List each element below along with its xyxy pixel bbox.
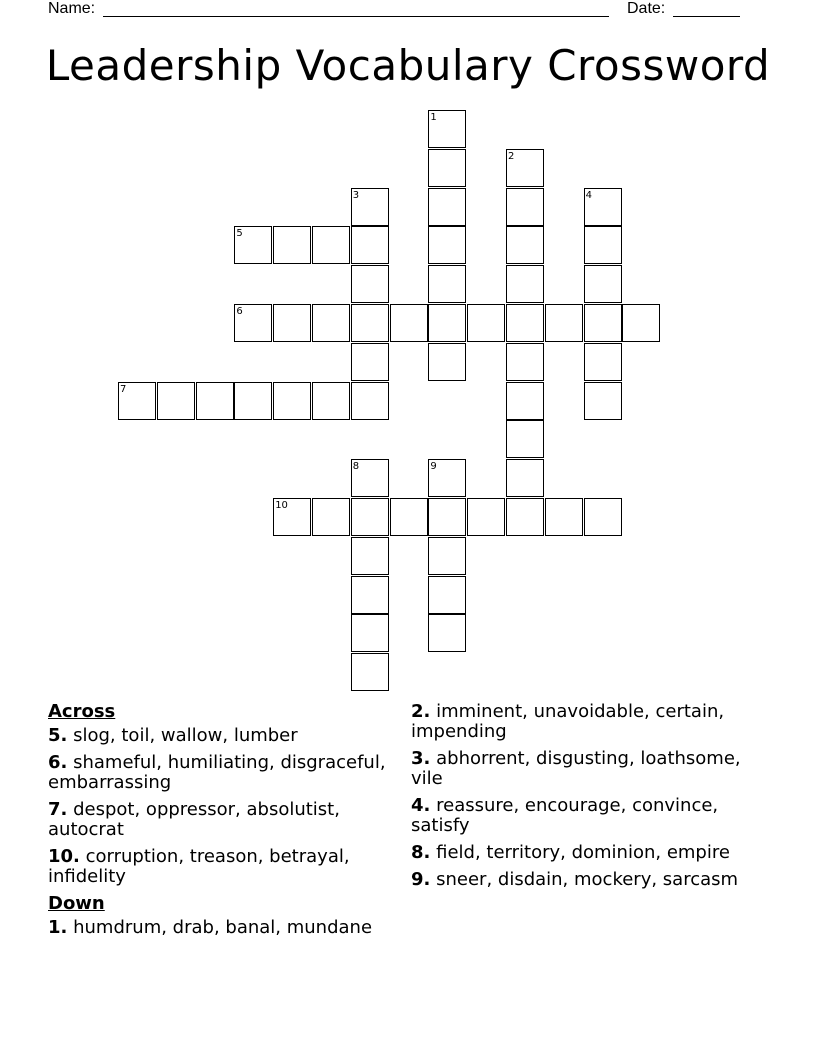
down-heading: Down [48, 893, 105, 914]
grid-cell[interactable] [312, 498, 350, 536]
grid-cell[interactable] [273, 304, 311, 342]
grid-cell[interactable] [428, 149, 466, 187]
grid-cell[interactable] [428, 614, 466, 652]
grid-cell[interactable] [312, 382, 350, 420]
clue-number-5: 5 [236, 228, 243, 240]
clue-number-8: 8 [352, 461, 360, 473]
grid-cell[interactable] [506, 304, 544, 342]
grid-cell[interactable] [351, 537, 389, 575]
grid-cell[interactable] [506, 420, 544, 458]
clue-down-1: 1. humdrum, drab, banal, mundane [48, 917, 373, 938]
grid-cell[interactable] [428, 265, 466, 303]
grid-cell[interactable] [351, 653, 389, 691]
grid-cell[interactable] [506, 382, 544, 420]
clues-column-right [411, 702, 756, 897]
clue-number-1: 1 [430, 112, 437, 123]
grid-cell[interactable] [467, 498, 505, 536]
grid-cell[interactable] [351, 614, 389, 652]
grid-cell[interactable] [351, 265, 389, 303]
clue-number-9: 9 [430, 461, 437, 473]
clue-number-6: 6 [236, 306, 243, 317]
grid-cell[interactable] [351, 304, 389, 342]
clue-across-5: 5. slog, toil, wallow, lumber [48, 725, 298, 746]
grid-cell[interactable] [428, 576, 466, 614]
grid-cell[interactable] [234, 382, 272, 420]
grid-cell[interactable] [428, 304, 466, 342]
grid-cell[interactable] [428, 537, 466, 575]
grid-cell[interactable] [467, 304, 505, 342]
grid-cell[interactable] [506, 188, 544, 226]
grid-cell[interactable] [428, 498, 466, 536]
grid-cell[interactable] [157, 382, 195, 420]
name-label: Name: [48, 0, 96, 17]
clue-number-2: 2 [508, 150, 515, 162]
grid-cell[interactable] [390, 498, 428, 536]
grid-cell[interactable] [545, 498, 583, 536]
clue-number-7: 7 [120, 383, 127, 395]
clue-down-8: 8. field, territory, dominion, empire [411, 842, 730, 863]
grid-cell[interactable] [312, 304, 350, 342]
grid-cell[interactable] [584, 265, 622, 303]
grid-cell[interactable] [506, 343, 544, 381]
clue-across-10: 10. corruption, treason, betrayal, infidelity [48, 846, 350, 887]
grid-cell[interactable] [273, 382, 311, 420]
grid-cell[interactable] [312, 226, 350, 264]
grid-cell[interactable] [428, 188, 466, 226]
grid-cell[interactable] [351, 382, 389, 420]
grid-cell[interactable] [428, 343, 466, 381]
clue-across-6: 6. shameful, humiliating, disgraceful, embarrassing [48, 752, 386, 793]
grid-cell[interactable] [351, 498, 389, 536]
clue-number-4: 4 [585, 189, 592, 201]
grid-cell[interactable] [351, 576, 389, 614]
grid-cell[interactable] [351, 343, 389, 381]
grid-cell[interactable] [584, 382, 622, 420]
clue-down-3: 3. abhorrent, disgusting, loathsome, vile [411, 748, 741, 789]
grid-cell[interactable] [506, 265, 544, 303]
date-label: Date: [627, 0, 666, 17]
grid-cell[interactable] [428, 226, 466, 264]
clue-down-2: 2. imminent, unavoidable, certain, impending [411, 701, 725, 742]
grid-cell[interactable] [506, 226, 544, 264]
page-title: Leadership Vocabulary Crossword [45, 41, 771, 90]
clues-column-left [48, 702, 393, 945]
grid-cell[interactable] [390, 304, 428, 342]
grid-cell[interactable] [545, 304, 583, 342]
grid-cell[interactable] [351, 226, 389, 264]
grid-cell[interactable] [584, 343, 622, 381]
clue-down-4: 4. reassure, encourage, convince, satisfy [411, 795, 719, 836]
grid-cell[interactable] [506, 498, 544, 536]
grid-cell[interactable] [622, 304, 660, 342]
grid-cell[interactable] [584, 226, 622, 264]
grid-cell[interactable] [196, 382, 234, 420]
clue-across-7: 7. despot, oppressor, absolutist, autocrat [48, 799, 340, 840]
grid-cell[interactable] [273, 226, 311, 264]
grid-cell[interactable] [506, 459, 544, 497]
grid-cell[interactable] [584, 498, 622, 536]
grid-cell[interactable] [584, 304, 622, 342]
across-heading: Across [48, 701, 116, 722]
clue-number-10: 10 [275, 500, 288, 511]
clue-number-3: 3 [352, 189, 360, 201]
clue-down-9: 9. sneer, disdain, mockery, sarcasm [411, 869, 739, 890]
